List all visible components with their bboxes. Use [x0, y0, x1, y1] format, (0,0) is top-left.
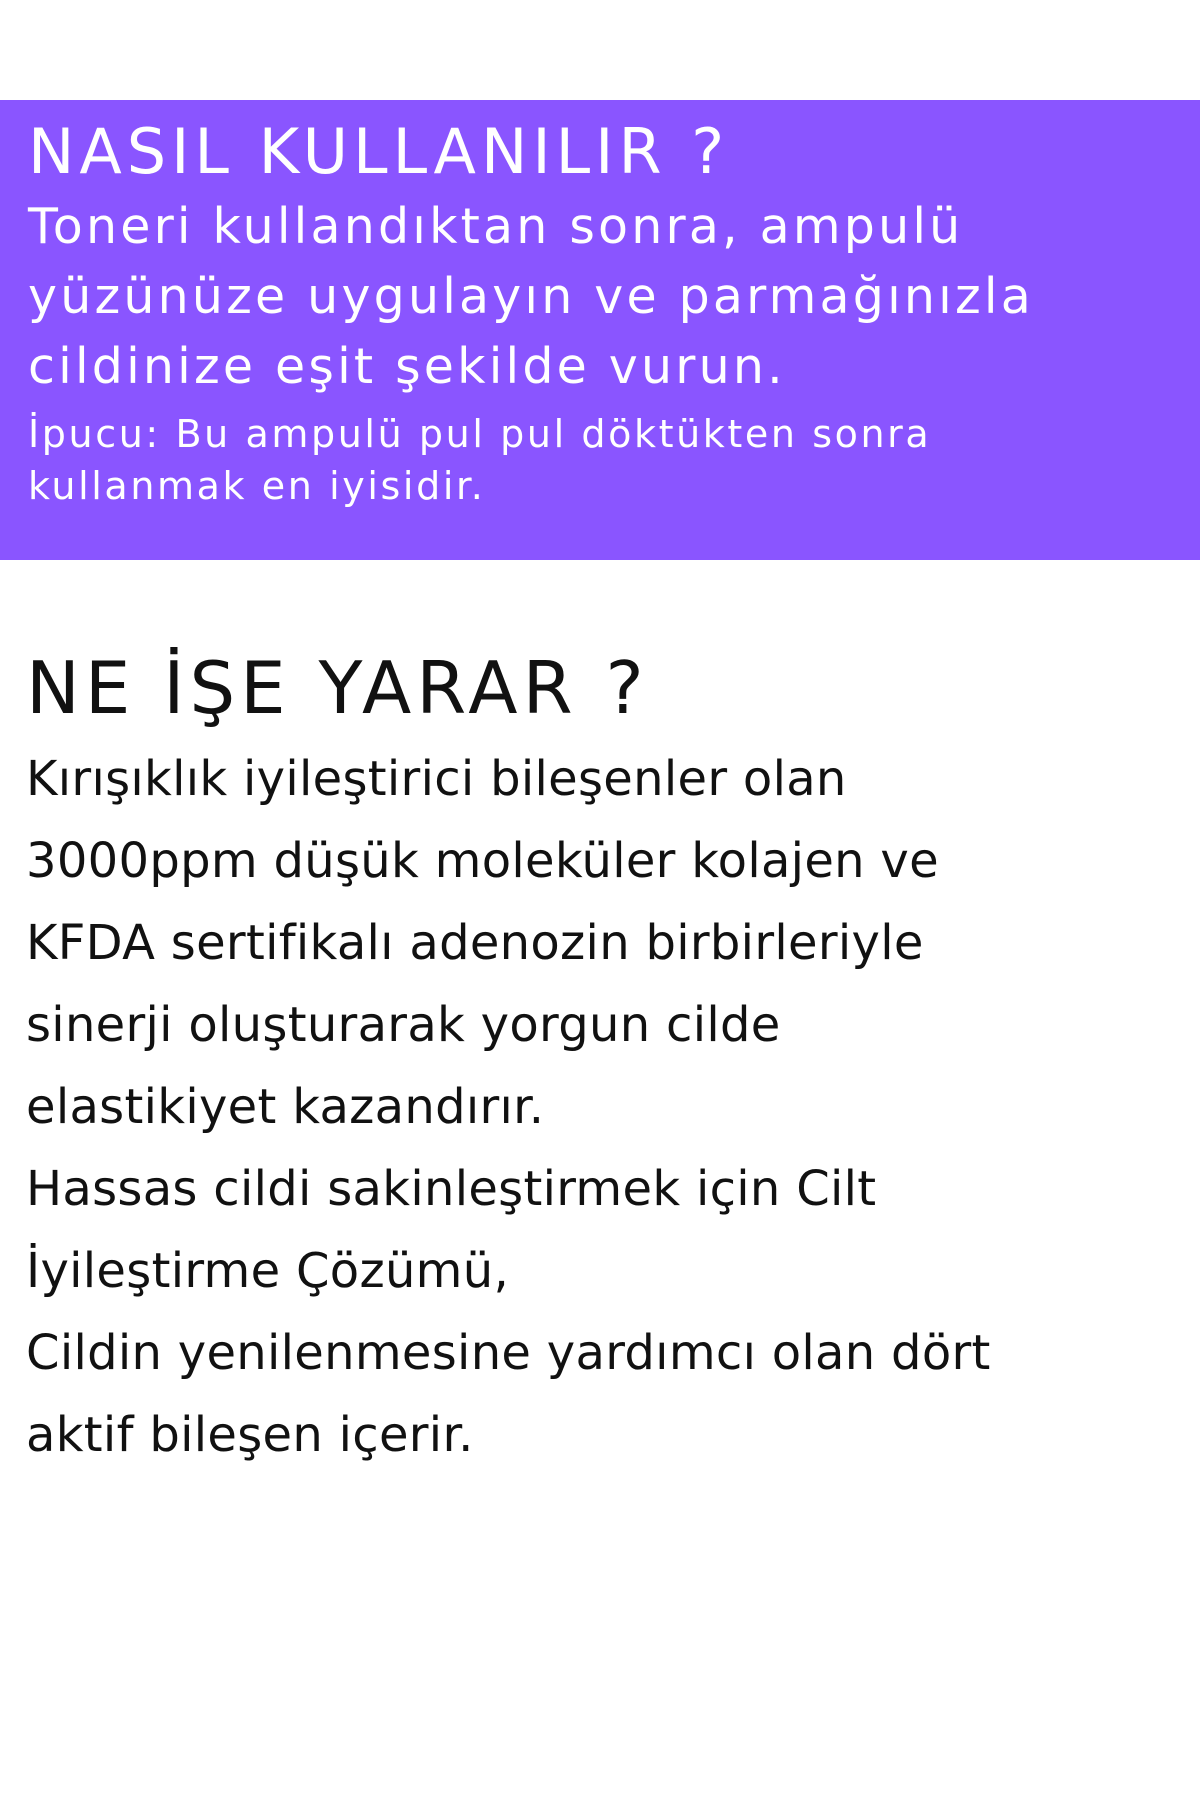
benefit-line: İyileştirme Çözümü, [26, 1243, 510, 1299]
what-it-does-text [26, 738, 1176, 1476]
benefit-line: aktif bileşen içerir. [26, 1407, 474, 1463]
benefit-line: KFDA sertifikalı adenozin birbirleriyle [26, 915, 924, 971]
how-to-use-line: cildinize eşit şekilde vurun. [28, 338, 786, 395]
how-to-use-panel [0, 100, 1200, 560]
benefit-line: sinerji oluşturarak yorgun cilde [26, 997, 781, 1053]
how-to-use-line: Toneri kullandıktan sonra, ampulü [28, 198, 964, 255]
usage-tip-line: İpucu: Bu ampulü pul pul döktükten sonra [28, 412, 932, 456]
how-to-use-line: yüzünüze uygulayın ve parmağınızla [28, 268, 1034, 325]
benefit-line: Kırışıklık iyileştirici bileşenler olan [26, 751, 847, 807]
usage-tip-line: kullanmak en iyisidir. [28, 464, 486, 508]
benefit-line: Hassas cildi sakinleştirmek için Cilt [26, 1161, 877, 1217]
how-to-use-title: NASIL KULLANILIR ? [28, 115, 730, 188]
what-it-does-title: NE İŞE YARAR ? [26, 646, 649, 730]
benefit-line: Cildin yenilenmesine yardımcı olan dört [26, 1325, 991, 1381]
what-it-does-section [26, 638, 1176, 1476]
benefit-line: elastikiyet kazandırır. [26, 1079, 545, 1135]
benefit-line: 3000ppm düşük moleküler kolajen ve [26, 833, 939, 889]
